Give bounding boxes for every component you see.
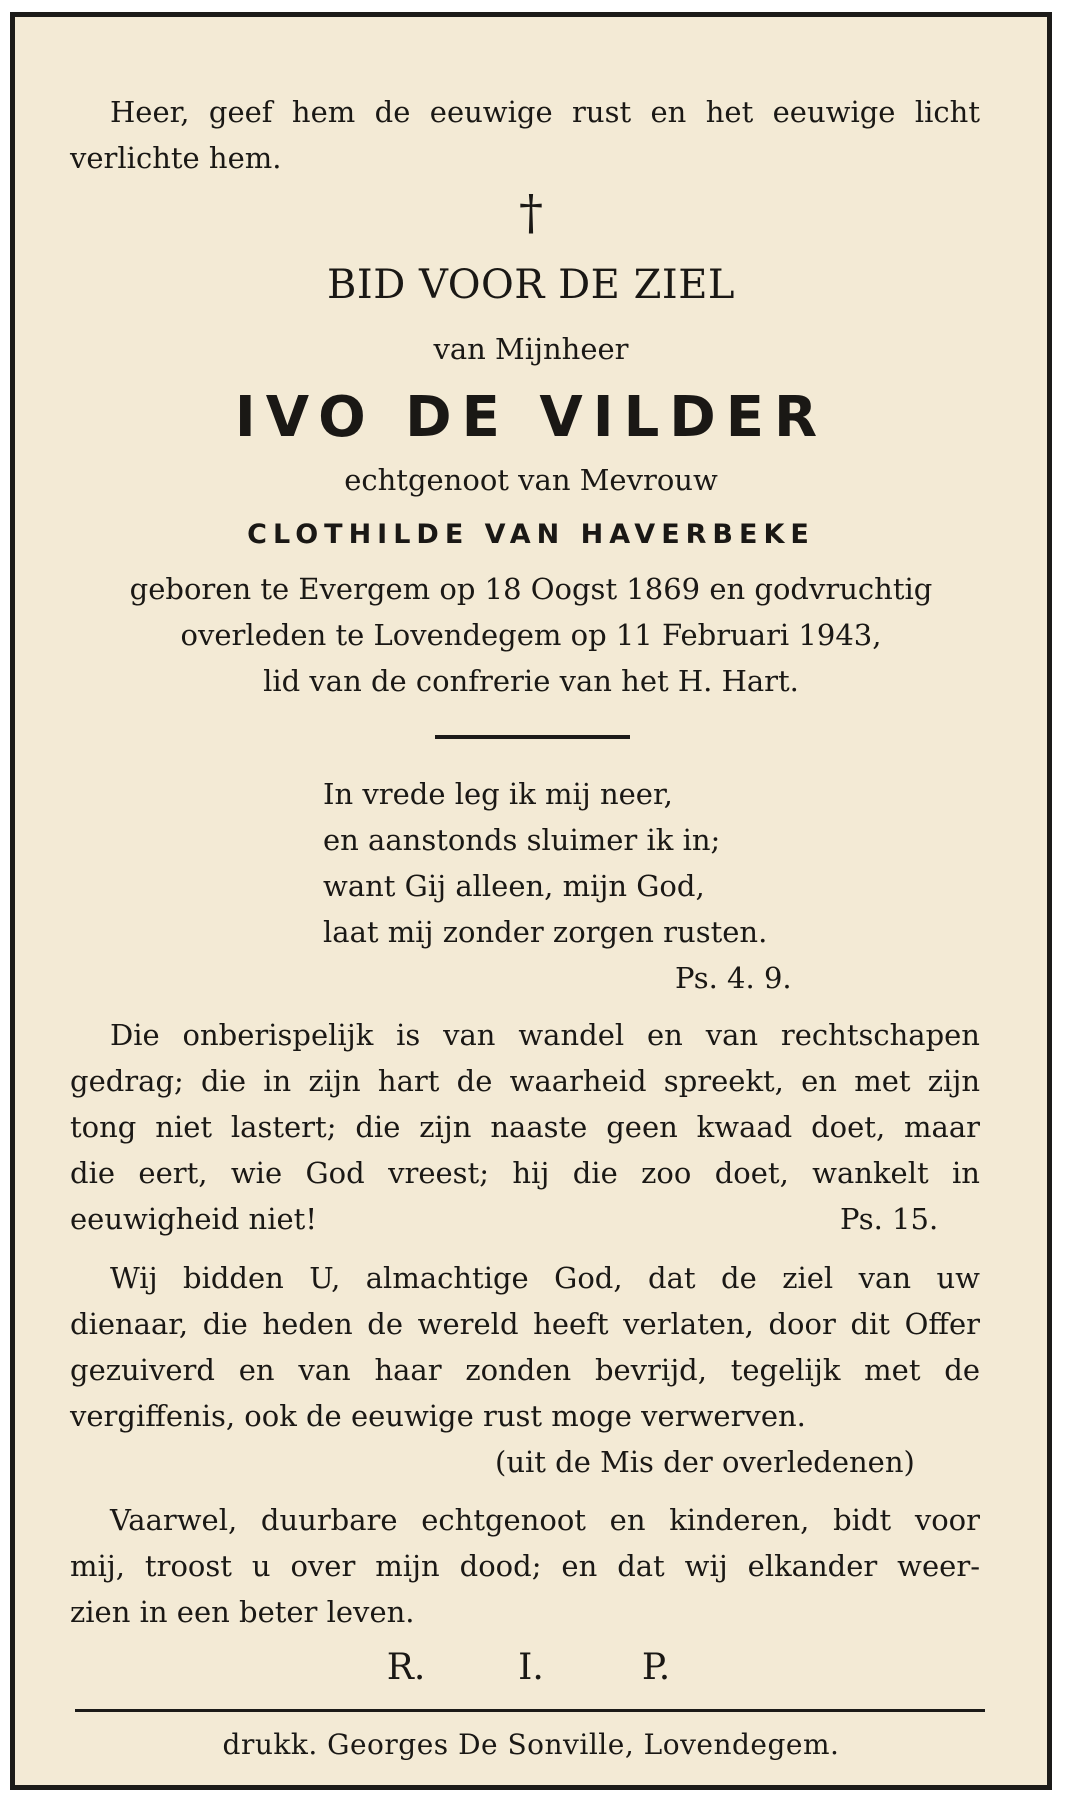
ps15-line-1: Die onberispelijk is van wandel en van rechtschapen [110, 1018, 980, 1052]
farewell-line-2: mij, troost u over mijn dood; en dat wij elkander weer- [70, 1549, 980, 1583]
ps15-line-4: die eert, wie God vreest; hij die zoo doet, wankelt in [70, 1156, 980, 1190]
mass-line-3: gezuiverd en van haar zonden bevrijd, tegelijk met de [70, 1353, 980, 1387]
spouse-of: echtgenoot van Mevrouw [344, 463, 718, 497]
deceased-name: IVO DE VILDER [234, 385, 828, 450]
divider [435, 735, 630, 739]
of-mister: van Mijnheer [433, 332, 629, 366]
printer-credit: drukk. Georges De Sonville, Lovendegem. [222, 1728, 840, 1761]
spouse-name: CLOTHILDE VAN HAVERBEKE [247, 519, 815, 550]
ps15-line-5: eeuwigheid niet! [70, 1202, 317, 1236]
cross-icon: † [519, 185, 543, 241]
memorial-card [10, 12, 1052, 1790]
farewell-line-1: Vaarwel, duurbare echtgenoot en kinderen, bidt voor [110, 1503, 980, 1537]
mass-source: (uit de Mis der overledenen) [495, 1445, 915, 1479]
verse-line-2: en aanstonds sluimer ik in; [323, 823, 721, 857]
mass-line-4: vergiffenis, ook de eeuwige rust moge verwerven. [70, 1399, 806, 1433]
verse-line-3: want Gij alleen, mijn God, [323, 869, 705, 903]
prayer-line-2: verlichte hem. [70, 141, 282, 175]
ps15-reference: Ps. 15. [840, 1202, 939, 1236]
bio-line-3: lid van de confrerie van het H. Hart. [263, 664, 799, 698]
ps15-line-2: gedrag; die in zijn hart de waarheid spreekt, en met zijn [70, 1064, 980, 1098]
bio-line-2: overleden te Lovendegem op 11 Februari 1943, [180, 618, 882, 652]
farewell-line-3: zien in een beter leven. [70, 1595, 415, 1629]
ps15-line-3: tong niet lastert; die zijn naaste geen kwaad doet, maar [70, 1110, 980, 1144]
rip-p: P. [641, 1647, 671, 1688]
verse-line-4: laat mij zonder zorgen rusten. [323, 915, 768, 949]
bio-line-1: geboren te Evergem op 18 Oogst 1869 en godvruchtig [129, 572, 933, 606]
prayer-line-1: Heer, geef hem de eeuwige rust en het eeuwige licht [110, 95, 980, 129]
card-title: BID VOOR DE ZIEL [327, 262, 735, 308]
rip-i: I. [518, 1647, 544, 1688]
verse-reference: Ps. 4. 9. [675, 961, 792, 995]
verse-line-1: In vrede leg ik mij neer, [323, 777, 673, 811]
rip-r: R. [386, 1647, 426, 1688]
footer-divider [75, 1709, 985, 1712]
rip [15, 1647, 1047, 1688]
mass-line-2: dienaar, die heden de wereld heeft verlaten, door dit Offer [70, 1307, 980, 1341]
mass-line-1: Wij bidden U, almachtige God, dat de ziel van uw [110, 1261, 980, 1295]
